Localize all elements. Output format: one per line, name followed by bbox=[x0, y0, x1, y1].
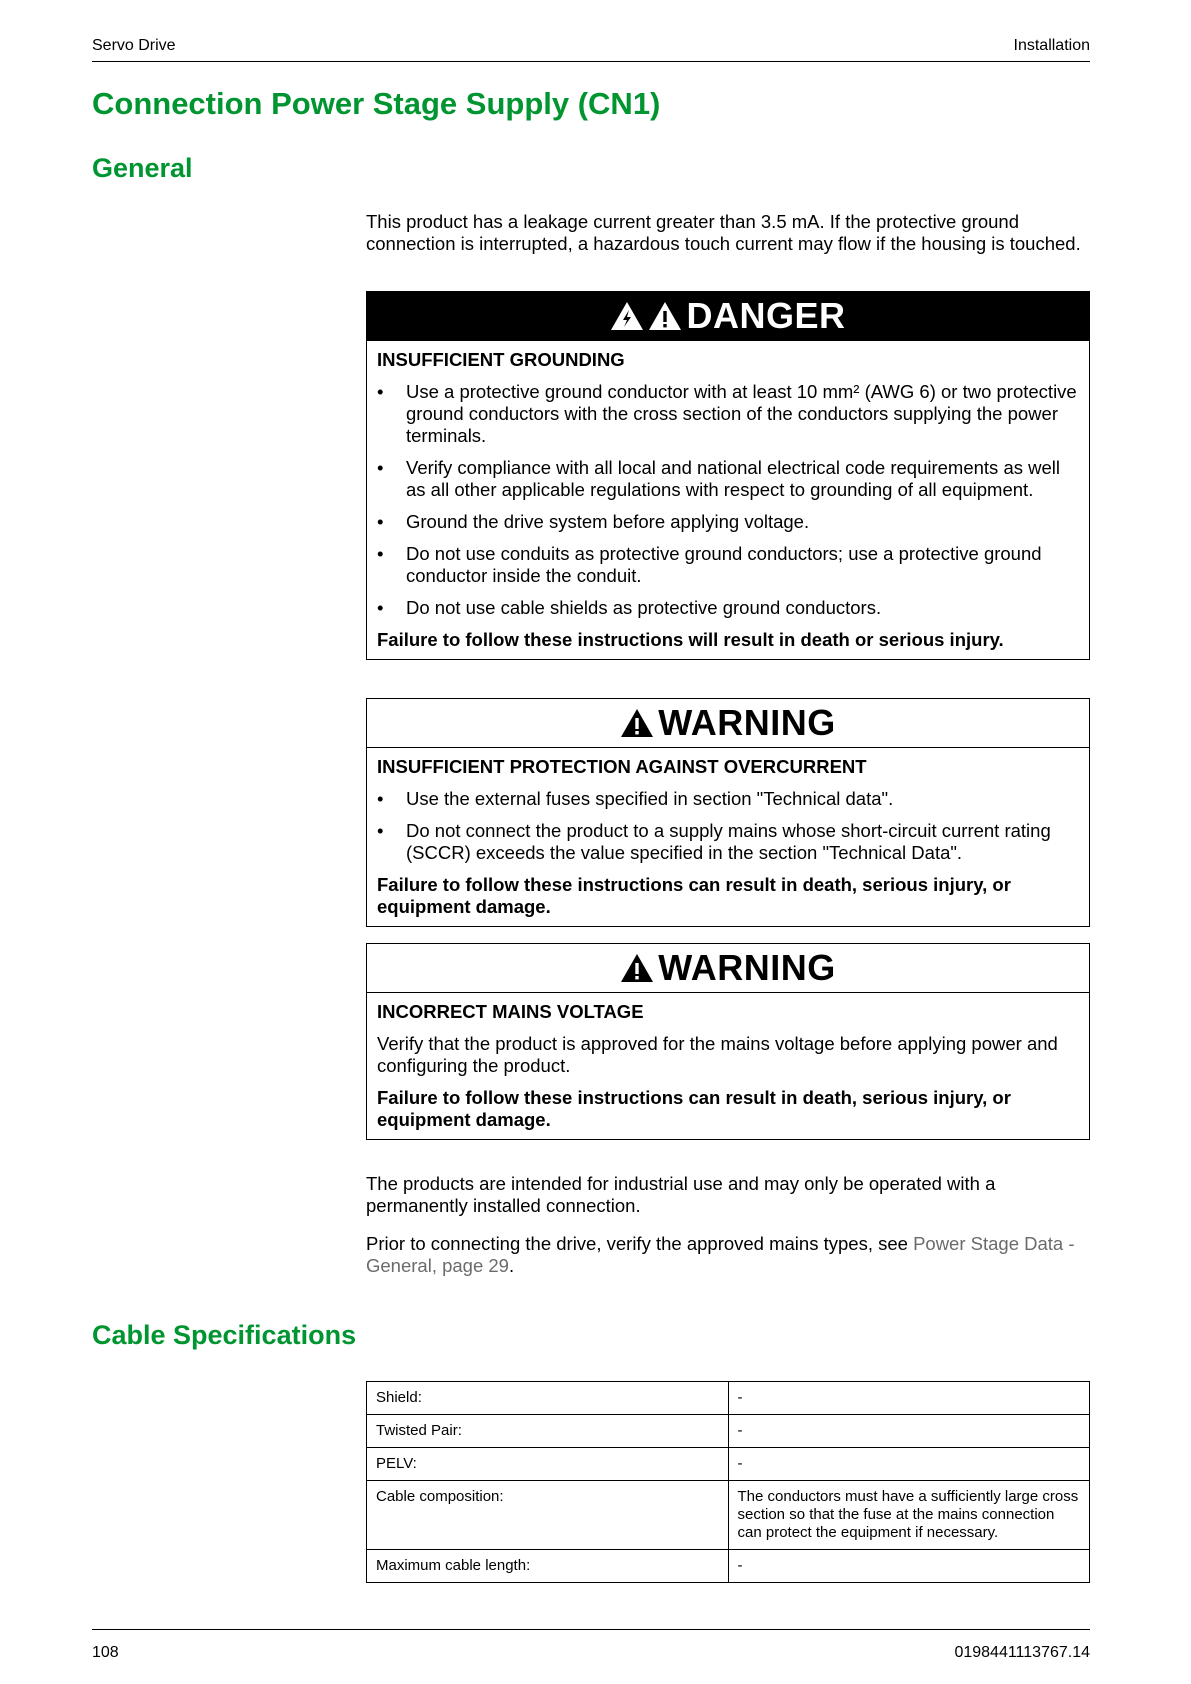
intro-paragraph: This product has a leakage current greater than 3.5 mA. If the protective ground connection is interrupted, a hazardous touch current may flow if the housing is touched. bbox=[366, 211, 1081, 254]
danger-body bbox=[367, 341, 1089, 659]
table-row bbox=[367, 1481, 1090, 1550]
danger-box bbox=[366, 291, 1090, 660]
warning-footer: Failure to follow these instructions can result in death, serious injury, or equipment damage. bbox=[377, 1087, 1011, 1130]
table-cell-label: Twisted Pair: bbox=[367, 1415, 729, 1448]
usage-block bbox=[366, 1173, 1090, 1277]
header-chapter: Installation bbox=[1013, 37, 1090, 54]
danger-label: DANGER bbox=[686, 295, 846, 336]
warning-title: INCORRECT MAINS VOLTAGE bbox=[377, 1001, 644, 1022]
table-cell-value: - bbox=[728, 1448, 1090, 1481]
warning-label: WARNING bbox=[658, 947, 836, 988]
section-heading-cable-specifications: Cable Specifications bbox=[92, 1320, 357, 1350]
intro-block bbox=[366, 211, 1090, 255]
warning-list bbox=[377, 788, 1079, 864]
list-item: • Use a protective ground conductor with at least 10 mm² (AWG 6) or two protective ground conductors with the cross section of the conductors supplying the power terminals. bbox=[377, 381, 1077, 446]
table-row bbox=[367, 1448, 1090, 1481]
danger-title: INSUFFICIENT GROUNDING bbox=[377, 349, 625, 370]
power-stage-data-link[interactable]: Power Stage Data - General, page 29 bbox=[366, 1233, 1075, 1276]
table-row bbox=[367, 1550, 1090, 1583]
warning-footer: Failure to follow these instructions can result in death, serious injury, or equipment damage. bbox=[377, 874, 1011, 917]
document-id: 0198441113767.14 bbox=[954, 1644, 1090, 1661]
warning-box-mains-voltage bbox=[366, 943, 1090, 1140]
list-item: • Do not use cable shields as protective ground conductors. bbox=[377, 597, 882, 618]
usage-paragraph: The products are intended for industrial use and may only be operated with a permanently installed connection. bbox=[366, 1173, 996, 1216]
table-cell-label: Cable composition: bbox=[367, 1481, 729, 1550]
warning-triangle-icon bbox=[648, 301, 682, 331]
page-footer bbox=[92, 1629, 1090, 1662]
list-item: • Do not connect the product to a supply mains whose short-circuit current rating (SCCR) exceeds the value specified in the section "Technical Data". bbox=[377, 820, 1051, 863]
table-cell-value: The conductors must have a sufficiently large cross section so that the fuse at the mains connection can protect the equipment if necessary. bbox=[728, 1481, 1090, 1550]
warning-title: INSUFFICIENT PROTECTION AGAINST OVERCURRENT bbox=[377, 756, 867, 777]
list-item: • Ground the drive system before applying voltage. bbox=[377, 511, 810, 532]
danger-list bbox=[377, 381, 1079, 619]
list-item: • Do not use conduits as protective ground conductors; use a protective ground conductor inside the conduit. bbox=[377, 543, 1042, 586]
mains-types-paragraph: Prior to connecting the drive, verify the approved mains types, see Power Stage Data - General, page 29. bbox=[366, 1233, 1075, 1276]
warning-header bbox=[367, 699, 1089, 748]
danger-footer: Failure to follow these instructions will result in death or serious injury. bbox=[377, 629, 1004, 650]
warning-header bbox=[367, 944, 1089, 993]
cable-spec-table bbox=[366, 1381, 1090, 1583]
table-cell-value: - bbox=[728, 1382, 1090, 1415]
header-product: Servo Drive bbox=[92, 37, 176, 54]
section-heading-general: General bbox=[92, 153, 193, 183]
table-cell-label: Shield: bbox=[367, 1382, 729, 1415]
warning-box-overcurrent bbox=[366, 698, 1090, 927]
danger-header bbox=[367, 292, 1089, 341]
warning-text: Verify that the product is approved for the mains voltage before applying power and configuring the product. bbox=[377, 1033, 1058, 1076]
table-row bbox=[367, 1415, 1090, 1448]
page-number: 108 bbox=[92, 1644, 119, 1661]
table-cell-value: - bbox=[728, 1415, 1090, 1448]
list-item: • Use the external fuses specified in section "Technical data". bbox=[377, 788, 894, 809]
warning-label: WARNING bbox=[658, 702, 836, 743]
page-header bbox=[92, 37, 1090, 62]
list-item: • Verify compliance with all local and national electrical code requirements as well as all other applicable regulations with respect to grounding of all equipment. bbox=[377, 457, 1060, 500]
page-title: Connection Power Stage Supply (CN1) bbox=[92, 86, 661, 121]
table-row bbox=[367, 1382, 1090, 1415]
warning-triangle-icon bbox=[620, 708, 654, 738]
warning-body bbox=[367, 993, 1089, 1139]
warning-triangle-icon bbox=[620, 953, 654, 983]
table-cell-label: Maximum cable length: bbox=[367, 1550, 729, 1583]
electric-hazard-icon bbox=[610, 301, 644, 331]
warning-body bbox=[367, 748, 1089, 926]
table-cell-value: - bbox=[728, 1550, 1090, 1583]
table-cell-label: PELV: bbox=[367, 1448, 729, 1481]
